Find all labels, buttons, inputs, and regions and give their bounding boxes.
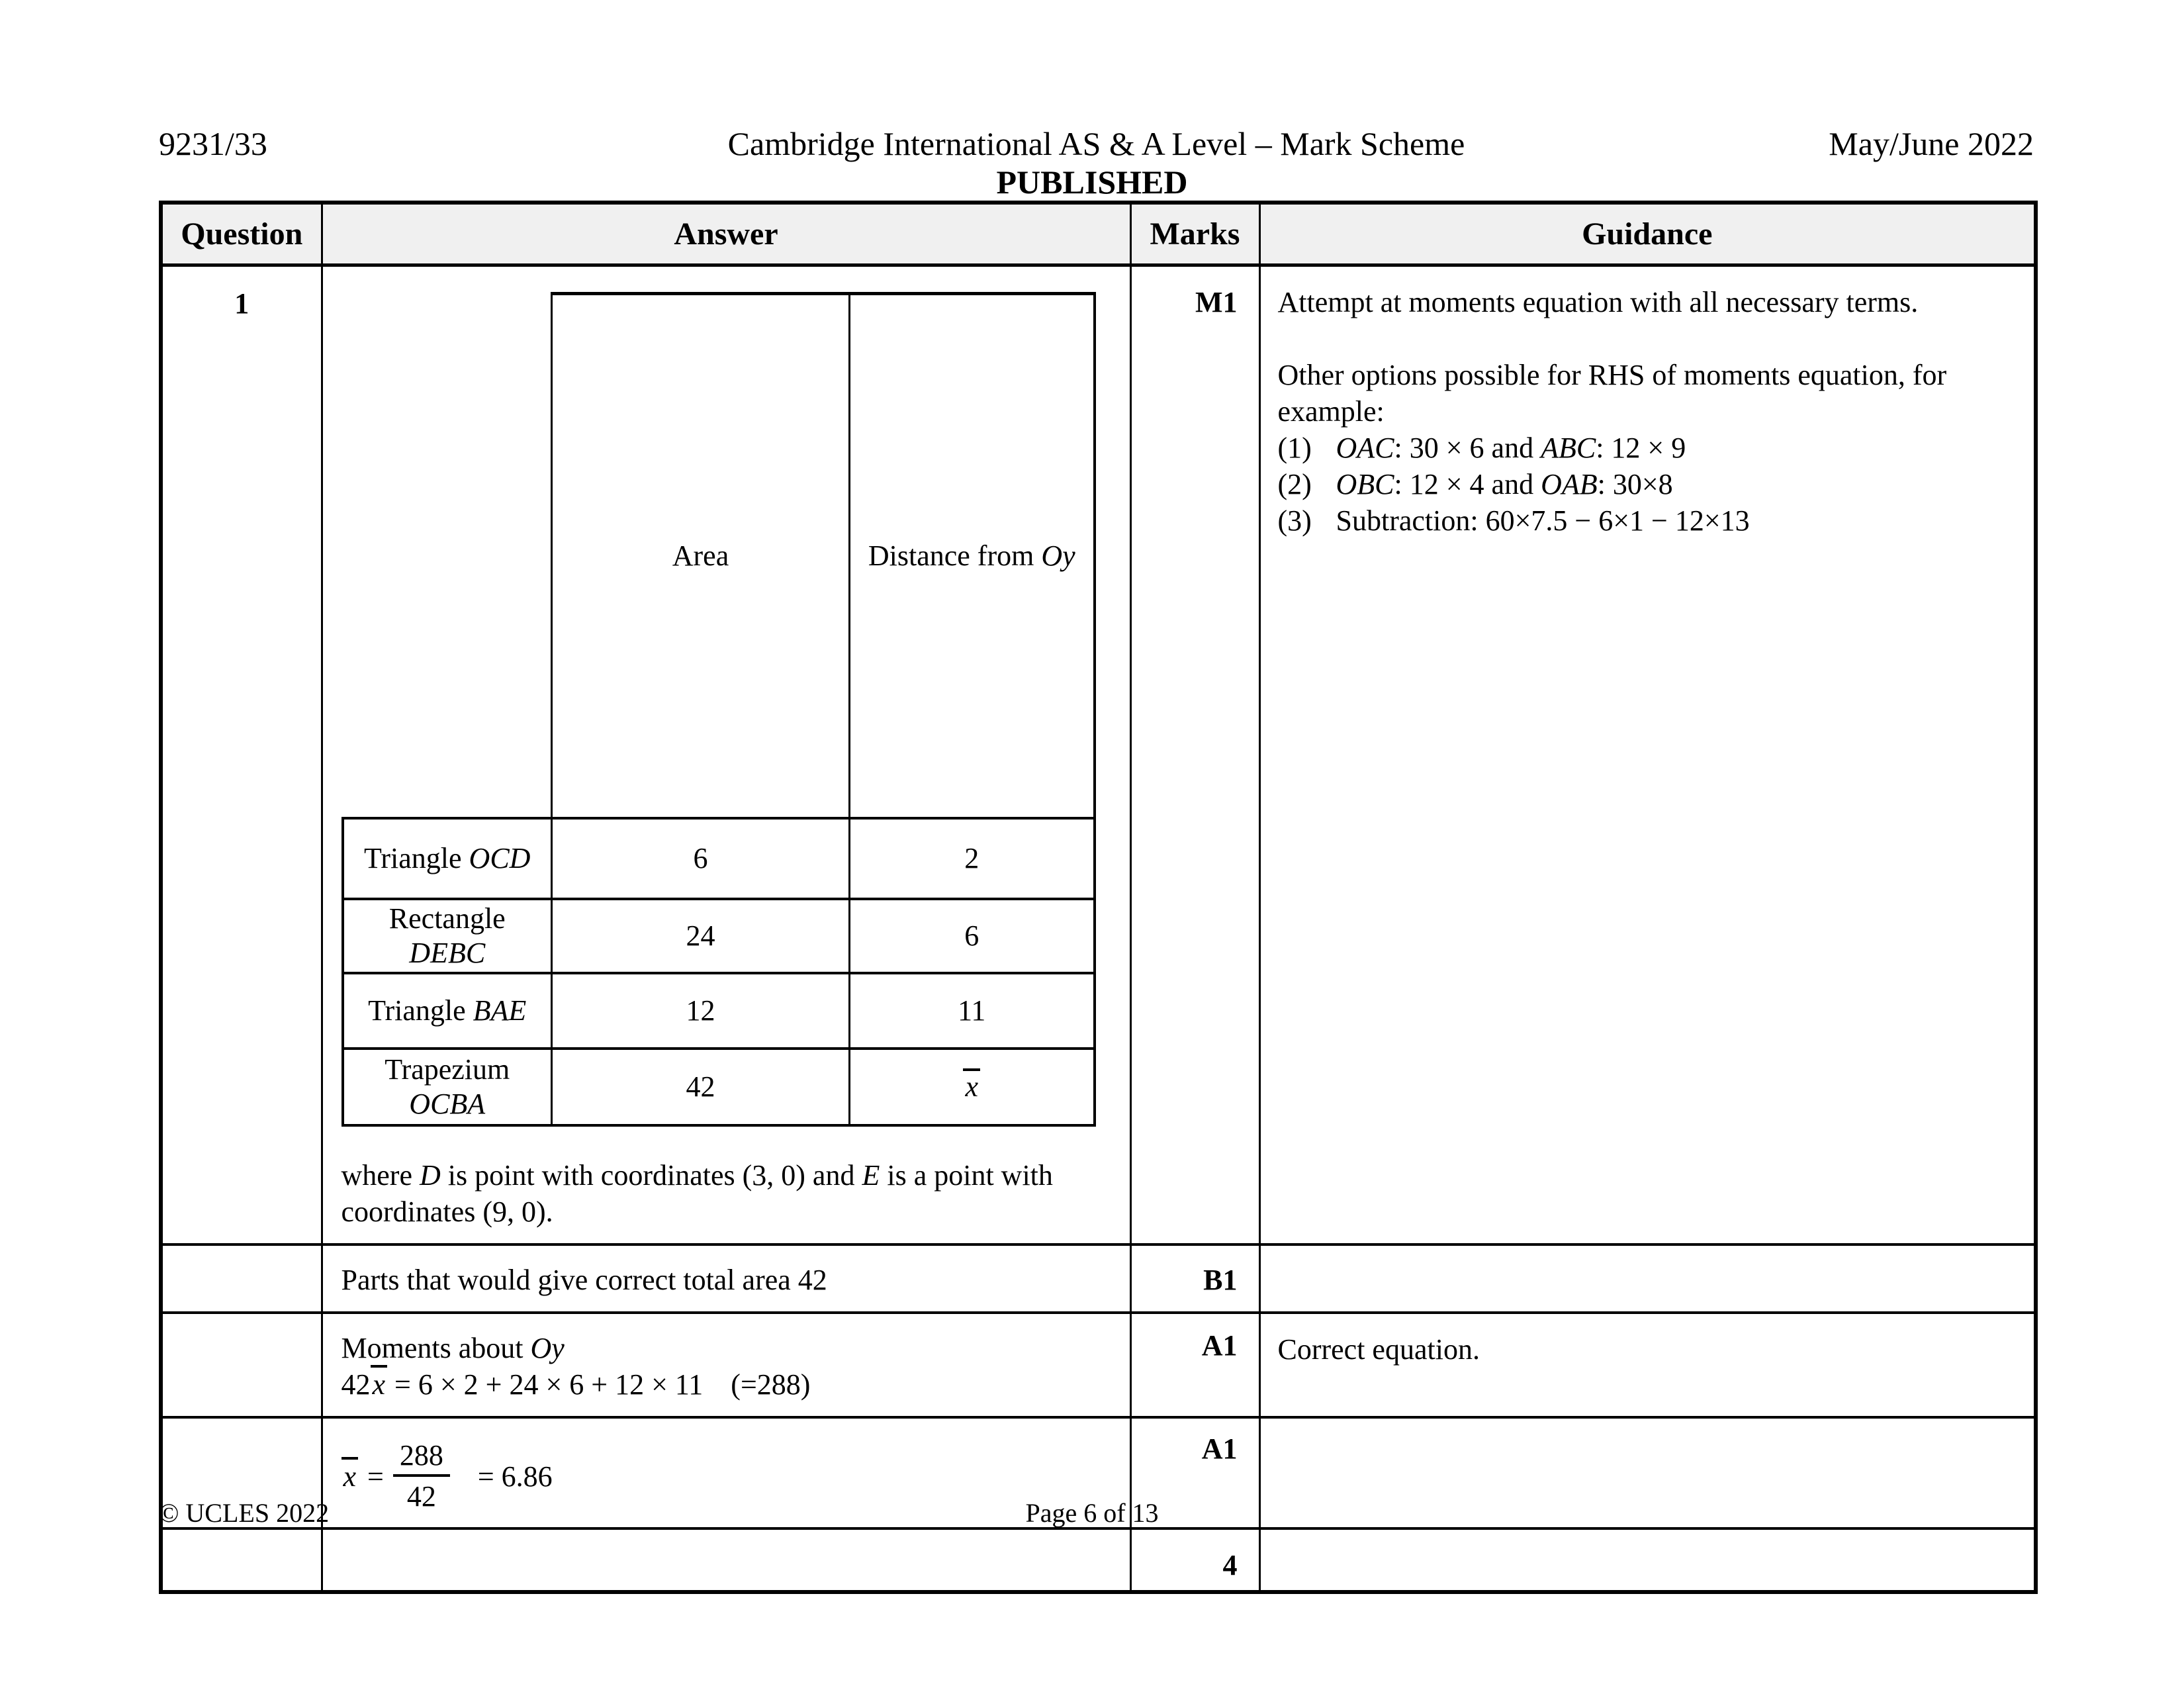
column-header-question: Question xyxy=(161,203,322,265)
area-value: 6 xyxy=(552,818,850,899)
total-marks: 4 xyxy=(1130,1528,1259,1592)
shape-name: OAB xyxy=(1541,467,1598,500)
option-text xyxy=(1336,466,2019,502)
option-expr: : 12 × 4 and xyxy=(1394,467,1541,500)
distance-value xyxy=(850,1049,1095,1125)
fraction-denominator: 42 xyxy=(406,1480,436,1513)
shape-name: OAC xyxy=(1336,431,1394,464)
point-e-var: E xyxy=(862,1159,880,1192)
marks-badge: B1 xyxy=(1130,1244,1259,1313)
copyright-notice: © UCLES 2022 xyxy=(159,1498,330,1528)
eq-note: (=288) xyxy=(731,1368,811,1401)
guidance-option-1 xyxy=(1278,430,2019,466)
option-number: (2) xyxy=(1277,467,1312,500)
page-number: Page 6 of 13 xyxy=(1025,1498,1159,1528)
table-row xyxy=(161,265,2036,1244)
note-text: where xyxy=(341,1159,420,1192)
guidance-option-2 xyxy=(1278,466,2019,502)
table-row xyxy=(161,1244,2036,1313)
x-bar-symbol: x xyxy=(963,1070,980,1104)
note-text: is point with coordinates (3, 0) and xyxy=(440,1159,862,1192)
guidance-paragraph: Other options possible for RHS of moments equation, for example: xyxy=(1277,358,1947,428)
markscheme-table xyxy=(159,201,2038,1594)
guidance-cell-empty xyxy=(1259,1244,2036,1313)
shape-label xyxy=(343,973,552,1049)
answer-cell-empty xyxy=(322,1528,1130,1592)
distance-var: Oy xyxy=(1041,539,1075,572)
question-cell-empty xyxy=(161,1244,322,1313)
x-bar-symbol: x xyxy=(371,1366,388,1403)
axis-var: Oy xyxy=(530,1332,565,1364)
document-header xyxy=(159,124,2034,164)
option-expr: : 12 × 9 xyxy=(1596,431,1686,464)
area-table-row-ocba xyxy=(343,1049,1095,1125)
area-table-row-ocd xyxy=(343,818,1095,899)
area-value: 24 xyxy=(552,899,850,973)
marks-badge: A1 xyxy=(1130,1313,1259,1417)
shape-name: OBC xyxy=(1336,467,1394,500)
area-value: 42 xyxy=(552,1049,850,1125)
published-label: PUBLISHED xyxy=(996,164,1188,201)
guidance-cell-m1 xyxy=(1259,265,2036,1244)
shape-label xyxy=(343,818,552,899)
area-table-row-debc xyxy=(343,899,1095,973)
area-table-col-distance xyxy=(850,293,1095,818)
question-cell-empty xyxy=(161,1528,322,1592)
distance-value: 11 xyxy=(850,973,1095,1049)
eq-rhs: = 6 × 2 + 24 × 6 + 12 × 11 xyxy=(387,1368,704,1401)
guidance-option-3 xyxy=(1278,502,2019,539)
guidance-cell-a1: Correct equation. xyxy=(1259,1313,2036,1417)
question-number: 1 xyxy=(161,265,322,1244)
marks-badge: A1 xyxy=(1130,1417,1259,1528)
area-table-col-area: Area xyxy=(552,293,850,818)
table-row xyxy=(161,1313,2036,1417)
shape-word: Triangle xyxy=(364,842,462,874)
option-number: (1) xyxy=(1277,431,1312,464)
shape-name: ABC xyxy=(1541,431,1596,464)
column-header-guidance: Guidance xyxy=(1259,203,2036,265)
area-table-header-row xyxy=(343,293,1095,818)
exam-session: May/June 2022 xyxy=(1829,125,2034,162)
answer-cell-b1: Parts that would give correct total area 42 xyxy=(322,1244,1130,1313)
table-header-row xyxy=(161,203,2036,265)
option-text xyxy=(1336,502,2019,539)
guidance-cell-empty xyxy=(1259,1528,2036,1592)
shape-word: Rectangle xyxy=(388,902,506,935)
shape-label xyxy=(343,899,552,973)
area-table xyxy=(341,292,1096,1127)
area-value: 12 xyxy=(552,973,850,1049)
distance-value: 6 xyxy=(850,899,1095,973)
column-header-answer: Answer xyxy=(322,203,1130,265)
result-value: = 6.86 xyxy=(477,1460,553,1493)
option-expr: Subtraction: 60×7.5 − 6×1 − 12×13 xyxy=(1336,504,1750,537)
guidance-paragraph: Attempt at moments equation with all necessary terms. xyxy=(1277,285,1919,318)
area-table-row-bae xyxy=(343,973,1095,1049)
shape-name: OCBA xyxy=(409,1088,486,1120)
moments-label xyxy=(341,1330,1114,1366)
answer-cell-a1-equation xyxy=(322,1313,1130,1417)
area-table-corner xyxy=(343,293,552,818)
marks-badge: M1 xyxy=(1130,265,1259,1244)
column-header-marks: Marks xyxy=(1130,203,1259,265)
page-title: Cambridge International AS & A Level – Mark Scheme xyxy=(727,125,1465,162)
distance-label: Distance from xyxy=(868,539,1042,572)
question-cell-empty xyxy=(161,1313,322,1417)
where-note xyxy=(341,1157,1122,1230)
shape-word: Trapezium xyxy=(385,1053,510,1086)
moments-text: Moments about xyxy=(341,1332,531,1364)
exam-code: 9231/33 xyxy=(159,125,267,162)
answer-cell-m1 xyxy=(322,265,1130,1244)
option-number: (3) xyxy=(1277,504,1312,537)
table-row xyxy=(161,1528,2036,1592)
shape-name: DEBC xyxy=(409,937,486,969)
point-d-var: D xyxy=(420,1159,441,1192)
distance-value: 2 xyxy=(850,818,1095,899)
x-bar-symbol: x xyxy=(341,1458,359,1495)
shape-word: Triangle xyxy=(368,994,466,1027)
option-text xyxy=(1336,430,2019,466)
fraction-numerator: 288 xyxy=(393,1438,450,1477)
moments-equation xyxy=(341,1366,1114,1403)
equals-sign: = xyxy=(367,1460,384,1493)
shape-name: BAE xyxy=(473,994,527,1027)
note-text: is a point with coordinates (9, 0). xyxy=(341,1159,1053,1228)
shape-name: OCD xyxy=(469,842,531,874)
shape-label xyxy=(343,1049,552,1125)
option-expr: : 30×8 xyxy=(1597,467,1673,500)
option-expr: : 30 × 6 and xyxy=(1394,431,1541,464)
eq-coefficient: 42 xyxy=(341,1368,371,1401)
